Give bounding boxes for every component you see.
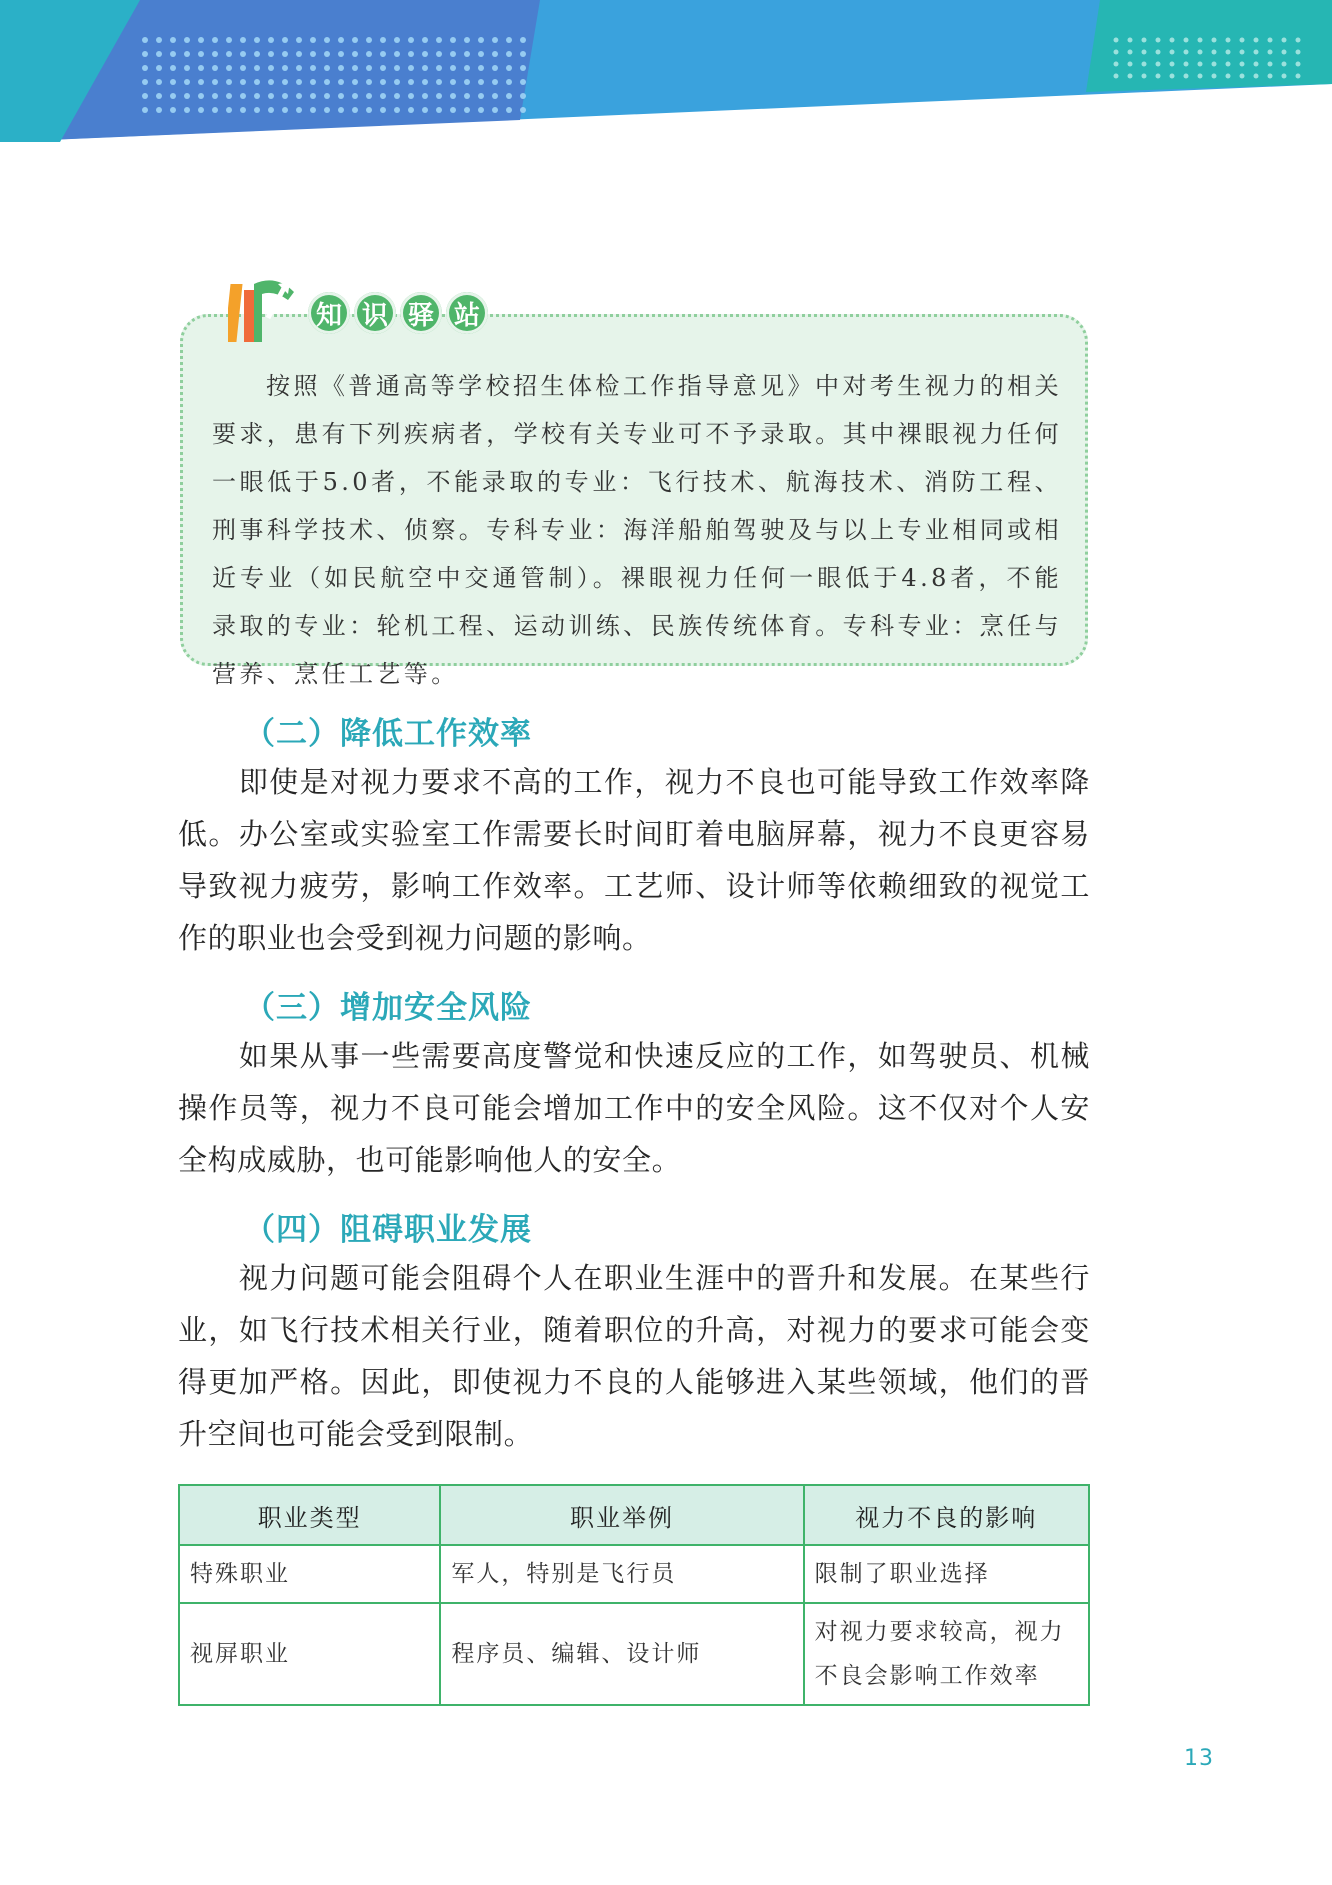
banner-dot bbox=[1114, 38, 1119, 43]
banner-dot bbox=[240, 37, 246, 43]
banner-dot bbox=[156, 93, 162, 99]
banner-dot bbox=[198, 79, 204, 85]
banner-dot bbox=[422, 37, 428, 43]
banner-dot bbox=[212, 37, 218, 43]
banner-dot bbox=[1282, 50, 1287, 55]
banner-dot bbox=[506, 107, 512, 113]
banner-dot bbox=[1142, 74, 1147, 79]
occupation-table bbox=[178, 1484, 1090, 1706]
badge: 站 bbox=[446, 292, 488, 334]
section-body bbox=[178, 1252, 1090, 1460]
banner-dot bbox=[282, 65, 288, 71]
banner-dot bbox=[422, 107, 428, 113]
banner-dot bbox=[324, 107, 330, 113]
banner-dot bbox=[310, 93, 316, 99]
banner-dot bbox=[436, 65, 442, 71]
table-cell: 军人，特别是飞行员 bbox=[440, 1545, 803, 1603]
banner-dot bbox=[170, 51, 176, 57]
banner-dot bbox=[142, 51, 148, 57]
banner-dot bbox=[156, 51, 162, 57]
banner-dot bbox=[254, 79, 260, 85]
banner-dot bbox=[1240, 50, 1245, 55]
table-header: 视力不良的影响 bbox=[804, 1485, 1089, 1545]
banner-dot bbox=[324, 65, 330, 71]
banner-dot bbox=[408, 79, 414, 85]
banner-dot bbox=[1128, 38, 1133, 43]
banner-dot bbox=[268, 51, 274, 57]
banner-dot bbox=[212, 93, 218, 99]
banner-dot bbox=[1114, 62, 1119, 67]
banner-dot bbox=[1282, 62, 1287, 67]
banner-dot bbox=[156, 65, 162, 71]
table-cell: 视屏职业 bbox=[179, 1603, 440, 1705]
banner-dot bbox=[268, 93, 274, 99]
banner-dot bbox=[1142, 50, 1147, 55]
banner-dot bbox=[380, 51, 386, 57]
banner-dot bbox=[1114, 50, 1119, 55]
knowledge-box-paragraph: 按照《普通高等学校招生体检工作指导意见》中对考生视力的相关要求，患有下列疾病者，学校有关专业可不予录取。其中裸眼视力任何一眼低于5.0者，不能录取的专业：飞行技术、航海技术、消防工程、刑事科学技术、侦察。专科专业：海洋船舶驾驶及与以上专业相同或相近专业（如民航空中交通管制）。裸眼视力任何一眼低于4.8者，不能录取的专业：轮机工程、运动训练、民族传统体育。专科专业：烹任与营养、烹任工艺等。 bbox=[212, 372, 1062, 688]
banner-dot bbox=[254, 37, 260, 43]
banner-dot bbox=[310, 107, 316, 113]
banner-dot bbox=[198, 51, 204, 57]
banner-dot bbox=[142, 37, 148, 43]
banner-dot bbox=[254, 93, 260, 99]
banner-dot bbox=[1226, 74, 1231, 79]
badge: 识 bbox=[354, 292, 396, 334]
banner-dot bbox=[310, 37, 316, 43]
banner-dot bbox=[394, 107, 400, 113]
banner-dot bbox=[492, 65, 498, 71]
banner-dot bbox=[156, 37, 162, 43]
banner-dot bbox=[1114, 74, 1119, 79]
banner-dot bbox=[198, 65, 204, 71]
banner-dot bbox=[520, 93, 526, 99]
banner-dot bbox=[408, 65, 414, 71]
banner-dot bbox=[1212, 62, 1217, 67]
table-cell: 对视力要求较高，视力不良会影响工作效率 bbox=[804, 1603, 1089, 1705]
knowledge-box-badges bbox=[308, 292, 488, 334]
banner-dot bbox=[170, 79, 176, 85]
banner-dot bbox=[338, 65, 344, 71]
banner-dot bbox=[464, 65, 470, 71]
banner-dot bbox=[436, 51, 442, 57]
banner-dot bbox=[1198, 38, 1203, 43]
banner-dot bbox=[226, 93, 232, 99]
banner-dot bbox=[394, 65, 400, 71]
banner-dot bbox=[296, 79, 302, 85]
table-header: 职业类型 bbox=[179, 1485, 440, 1545]
banner-dot bbox=[212, 51, 218, 57]
banner-dot bbox=[1170, 38, 1175, 43]
banner-dot bbox=[1268, 50, 1273, 55]
banner-dot bbox=[1212, 38, 1217, 43]
banner-dot bbox=[338, 93, 344, 99]
section-heading: （二）降低工作效率 bbox=[244, 716, 532, 752]
banner-dot bbox=[338, 79, 344, 85]
banner-dot bbox=[1296, 62, 1301, 67]
banner-dot bbox=[1240, 38, 1245, 43]
banner-dot bbox=[170, 65, 176, 71]
banner-dot bbox=[492, 93, 498, 99]
banner-dot bbox=[506, 79, 512, 85]
banner-dot bbox=[184, 107, 190, 113]
banner-dot bbox=[1268, 62, 1273, 67]
banner-dot bbox=[506, 37, 512, 43]
banner-dot bbox=[240, 51, 246, 57]
banner-dot bbox=[394, 51, 400, 57]
banner-dot bbox=[422, 65, 428, 71]
banner-dot bbox=[142, 107, 148, 113]
banner-dot bbox=[450, 37, 456, 43]
banner-dot bbox=[254, 107, 260, 113]
section-body bbox=[178, 756, 1090, 964]
banner-dot bbox=[226, 79, 232, 85]
banner-dot bbox=[1240, 74, 1245, 79]
banner-dot bbox=[1212, 74, 1217, 79]
banner-dot bbox=[478, 79, 484, 85]
banner-dot bbox=[1296, 38, 1301, 43]
banner-dot bbox=[450, 107, 456, 113]
banner-dot bbox=[394, 79, 400, 85]
banner-dot bbox=[184, 79, 190, 85]
banner-dot bbox=[492, 51, 498, 57]
banner-dot bbox=[296, 107, 302, 113]
banner-dot bbox=[324, 37, 330, 43]
page-number: 13 bbox=[1184, 1746, 1214, 1771]
banner-dot bbox=[492, 79, 498, 85]
banner-dot bbox=[492, 107, 498, 113]
banner-dot bbox=[450, 79, 456, 85]
table-cell: 特殊职业 bbox=[179, 1545, 440, 1603]
section-body-text: 如果从事一些需要高度警觉和快速反应的工作，如驾驶员、机械操作员等，视力不良可能会增加工作中的安全风险。这不仅对个人安全构成威胁，也可能影响他人的安全。 bbox=[178, 1039, 1090, 1177]
banner-dot bbox=[352, 107, 358, 113]
banner-dot bbox=[1156, 74, 1161, 79]
banner-dot bbox=[296, 65, 302, 71]
banner-dot bbox=[1184, 38, 1189, 43]
banner-dot bbox=[1212, 50, 1217, 55]
banner-dot bbox=[1184, 74, 1189, 79]
banner-dot bbox=[170, 93, 176, 99]
banner-dot bbox=[464, 107, 470, 113]
badge: 知 bbox=[308, 292, 350, 334]
banner-dot bbox=[1296, 74, 1301, 79]
banner-dot bbox=[492, 37, 498, 43]
banner-dot bbox=[436, 107, 442, 113]
table-row bbox=[179, 1545, 1089, 1603]
banner-dot bbox=[1268, 38, 1273, 43]
section-body bbox=[178, 1030, 1090, 1186]
banner-dot bbox=[254, 65, 260, 71]
banner-dot bbox=[1184, 50, 1189, 55]
banner-dot bbox=[464, 51, 470, 57]
banner-dot bbox=[1268, 74, 1273, 79]
banner-dot bbox=[282, 37, 288, 43]
banner-dot bbox=[1142, 62, 1147, 67]
banner-dot bbox=[212, 79, 218, 85]
banner-dot bbox=[422, 79, 428, 85]
banner-dot bbox=[324, 51, 330, 57]
banner-dot bbox=[436, 79, 442, 85]
banner-dot bbox=[366, 37, 372, 43]
table-header-row bbox=[179, 1485, 1089, 1545]
banner-dot bbox=[436, 93, 442, 99]
banner-dot bbox=[324, 93, 330, 99]
banner-dot bbox=[282, 51, 288, 57]
banner-dot bbox=[1198, 74, 1203, 79]
banner-dot bbox=[506, 51, 512, 57]
banner-dot bbox=[1142, 38, 1147, 43]
banner-dot bbox=[282, 79, 288, 85]
banner-dot bbox=[282, 107, 288, 113]
banner-dot bbox=[156, 107, 162, 113]
banner-dot bbox=[394, 93, 400, 99]
banner-dot bbox=[506, 65, 512, 71]
banner-dot bbox=[1254, 62, 1259, 67]
banner-dot bbox=[1184, 62, 1189, 67]
banner-dot bbox=[170, 107, 176, 113]
banner-dot bbox=[338, 51, 344, 57]
section-heading: （四）阻碍职业发展 bbox=[244, 1212, 532, 1248]
banner-dot bbox=[408, 107, 414, 113]
banner-dot bbox=[380, 37, 386, 43]
banner-dot bbox=[156, 79, 162, 85]
banner-dot bbox=[240, 65, 246, 71]
banner-dot bbox=[1282, 74, 1287, 79]
banner-dot bbox=[198, 37, 204, 43]
banner-dot bbox=[212, 65, 218, 71]
table-cell: 程序员、编辑、设计师 bbox=[440, 1603, 803, 1705]
banner-dot bbox=[1198, 50, 1203, 55]
banner-dot bbox=[1198, 62, 1203, 67]
section-body-text: 即使是对视力要求不高的工作，视力不良也可能导致工作效率降低。办公室或实验室工作需要长时间盯着电脑屏幕，视力不良更容易导致视力疲劳，影响工作效率。工艺师、设计师等依赖细致的视觉工作的职业也会受到视力问题的影响。 bbox=[178, 765, 1090, 955]
banner-dot bbox=[352, 93, 358, 99]
banner-dot bbox=[338, 107, 344, 113]
banner-dot bbox=[240, 93, 246, 99]
banner-dot bbox=[1170, 62, 1175, 67]
banner-dot bbox=[1128, 74, 1133, 79]
banner-dot bbox=[520, 79, 526, 85]
banner-dot bbox=[520, 107, 526, 113]
banner-dot bbox=[184, 93, 190, 99]
banner-dot bbox=[1296, 50, 1301, 55]
banner-dot bbox=[268, 37, 274, 43]
banner-dot bbox=[296, 93, 302, 99]
banner-dot bbox=[478, 37, 484, 43]
banner-dot bbox=[478, 65, 484, 71]
badge: 驿 bbox=[400, 292, 442, 334]
banner-dot bbox=[352, 37, 358, 43]
banner-dot bbox=[506, 93, 512, 99]
banner-dot bbox=[380, 65, 386, 71]
banner-dot bbox=[184, 37, 190, 43]
section-heading: （三）增加安全风险 bbox=[244, 990, 532, 1026]
banner-dot bbox=[296, 51, 302, 57]
header-banner bbox=[0, 0, 1332, 145]
banner-dot bbox=[142, 93, 148, 99]
banner-dot bbox=[1170, 74, 1175, 79]
banner-dot bbox=[240, 79, 246, 85]
table-row bbox=[179, 1603, 1089, 1705]
banner-dot bbox=[1226, 38, 1231, 43]
banner-dot bbox=[282, 93, 288, 99]
banner-dot bbox=[366, 93, 372, 99]
banner-dot bbox=[366, 65, 372, 71]
banner-dot bbox=[366, 107, 372, 113]
knowledge-box-text bbox=[212, 362, 1062, 698]
banner-dot bbox=[352, 51, 358, 57]
banner-dot bbox=[1128, 62, 1133, 67]
banner-dot bbox=[184, 51, 190, 57]
banner-dot bbox=[226, 37, 232, 43]
banner-dot bbox=[1170, 50, 1175, 55]
banner-dot bbox=[366, 79, 372, 85]
banner-dot bbox=[1254, 50, 1259, 55]
banner-dot bbox=[464, 37, 470, 43]
section-body-text: 视力问题可能会阻碍个人在职业生涯中的晋升和发展。在某些行业，如飞行技术相关行业，随着职位的升高，对视力的要求可能会变得更加严格。因此，即使视力不良的人能够进入某些领域，他们的晋升空间也可能会受到限制。 bbox=[178, 1261, 1090, 1451]
banner-dot bbox=[450, 51, 456, 57]
banner-dot bbox=[142, 79, 148, 85]
banner-dot bbox=[1254, 74, 1259, 79]
banner-dot bbox=[408, 37, 414, 43]
banner-dot bbox=[520, 37, 526, 43]
banner-dot bbox=[464, 93, 470, 99]
book-arrow-icon bbox=[228, 270, 300, 350]
banner-dot bbox=[226, 51, 232, 57]
banner-dot bbox=[324, 79, 330, 85]
banner-dot bbox=[478, 93, 484, 99]
banner-dot bbox=[310, 79, 316, 85]
banner-dot bbox=[1226, 50, 1231, 55]
banner-dot bbox=[310, 51, 316, 57]
banner-dot bbox=[366, 51, 372, 57]
banner-dot bbox=[394, 37, 400, 43]
banner-dot bbox=[1156, 38, 1161, 43]
banner-dot bbox=[520, 51, 526, 57]
banner-dot bbox=[450, 93, 456, 99]
banner-dot bbox=[464, 79, 470, 85]
banner-dot bbox=[422, 93, 428, 99]
table-header: 职业举例 bbox=[440, 1485, 803, 1545]
knowledge-box-title bbox=[228, 270, 528, 334]
banner-dot bbox=[1282, 38, 1287, 43]
banner-dot bbox=[296, 37, 302, 43]
banner-dot bbox=[1254, 38, 1259, 43]
banner-dot bbox=[254, 51, 260, 57]
banner-dot bbox=[184, 65, 190, 71]
banner-dot bbox=[142, 65, 148, 71]
banner-dot bbox=[352, 65, 358, 71]
banner-dot bbox=[422, 51, 428, 57]
banner-dot bbox=[408, 93, 414, 99]
banner-dot bbox=[240, 107, 246, 113]
banner-dot bbox=[450, 65, 456, 71]
banner-dot bbox=[338, 37, 344, 43]
banner-dot bbox=[1128, 50, 1133, 55]
banner-dot bbox=[1226, 62, 1231, 67]
banner-dot bbox=[198, 93, 204, 99]
banner-dot bbox=[520, 65, 526, 71]
banner-dot bbox=[1240, 62, 1245, 67]
banner-dot bbox=[226, 107, 232, 113]
banner-dot bbox=[478, 51, 484, 57]
banner-dot bbox=[478, 107, 484, 113]
banner-dot bbox=[380, 93, 386, 99]
banner-dot bbox=[408, 51, 414, 57]
banner-dot bbox=[268, 107, 274, 113]
banner-dot bbox=[310, 65, 316, 71]
table-cell: 限制了职业选择 bbox=[804, 1545, 1089, 1603]
banner-dot bbox=[1156, 50, 1161, 55]
banner-dot bbox=[268, 65, 274, 71]
banner-dot bbox=[198, 107, 204, 113]
banner-dot bbox=[226, 65, 232, 71]
banner-dot bbox=[380, 107, 386, 113]
banner-dot bbox=[352, 79, 358, 85]
banner-dot bbox=[1156, 62, 1161, 67]
banner-dot bbox=[436, 37, 442, 43]
banner-dot bbox=[170, 37, 176, 43]
banner-dot bbox=[212, 107, 218, 113]
banner-dot bbox=[380, 79, 386, 85]
banner-dot bbox=[268, 79, 274, 85]
